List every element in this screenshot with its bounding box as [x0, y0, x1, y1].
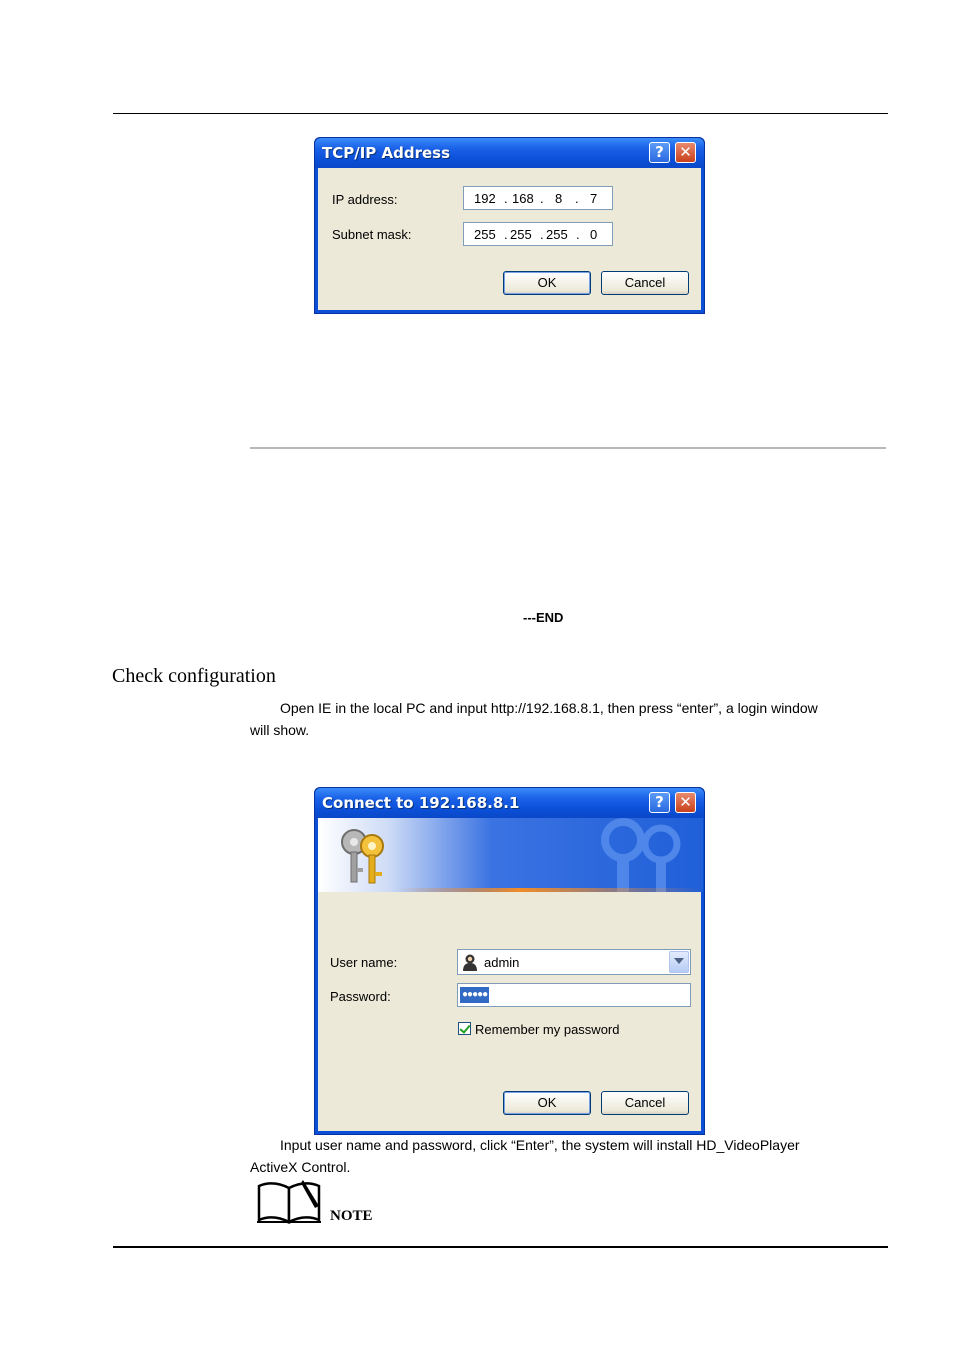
mask-octet-2: 255: [510, 227, 532, 242]
mask-dot-1: .: [504, 227, 508, 242]
username-combobox[interactable]: [457, 949, 691, 975]
login-dialog-titlebar: [315, 788, 704, 818]
keys-watermark-icon: [583, 818, 693, 892]
end-marker: ---END: [523, 610, 564, 625]
mask-octet-1: 255: [474, 227, 496, 242]
ip-address-field[interactable]: [463, 186, 613, 210]
note-book-icon: [255, 1178, 327, 1224]
cancel-button[interactable]: Cancel: [601, 271, 689, 295]
ip-dot-3: .: [575, 191, 579, 206]
section-divider: [250, 447, 886, 449]
username-label: User name:: [330, 955, 398, 970]
tcpip-dialog: [314, 137, 705, 314]
dropdown-button[interactable]: [669, 951, 689, 973]
close-icon[interactable]: ✕: [675, 142, 696, 163]
paragraph-2-line-1: Input user name and password, click “Enter”, the system will install HD_VideoPlayer: [280, 1137, 800, 1153]
paragraph-1-line-2: will show.: [250, 722, 310, 738]
ip-octet-4: 7: [590, 191, 598, 206]
chevron-down-icon: [674, 958, 684, 964]
keys-icon: [332, 824, 402, 888]
password-field[interactable]: [457, 983, 691, 1007]
password-mask: ●●●●●: [460, 987, 489, 1003]
login-dialog-body: [318, 818, 701, 1131]
subnet-mask-field[interactable]: [463, 222, 613, 246]
login-banner: [318, 818, 703, 892]
paragraph-1-line-1: Open IE in the local PC and input http://192.168.8.1, then press “enter”, a login window: [280, 700, 818, 716]
ip-address-label: IP address:: [332, 192, 398, 207]
note-label: NOTE: [330, 1208, 373, 1224]
cancel-button[interactable]: Cancel: [601, 1091, 689, 1115]
tcpip-dialog-title: TCP/IP Address: [322, 144, 451, 162]
mask-dot-2: .: [540, 227, 544, 242]
ip-dot-2: .: [540, 191, 544, 206]
help-icon[interactable]: ?: [649, 142, 670, 163]
close-icon[interactable]: ✕: [675, 792, 696, 813]
ip-dot-1: .: [504, 191, 508, 206]
remember-checkbox[interactable]: [458, 1022, 471, 1035]
remember-label[interactable]: Remember my password: [475, 1022, 620, 1037]
ip-octet-3: 8: [555, 191, 563, 206]
section-heading: Check configuration: [112, 665, 276, 687]
mask-octet-4: 0: [590, 227, 598, 242]
tcpip-dialog-titlebar: [315, 138, 704, 168]
mask-dot-3: .: [576, 227, 580, 242]
header-rule: [113, 113, 888, 114]
mask-octet-3: 255: [546, 227, 568, 242]
password-label: Password:: [330, 989, 391, 1004]
ok-button[interactable]: OK: [503, 271, 591, 295]
ip-octet-1: 192: [474, 191, 496, 206]
help-icon[interactable]: ?: [649, 792, 670, 813]
footer-rule: [113, 1246, 888, 1248]
checkmark-icon: [459, 1022, 470, 1034]
username-value: admin: [484, 955, 520, 970]
login-dialog: [314, 787, 705, 1135]
ok-button[interactable]: OK: [503, 1091, 591, 1115]
login-dialog-title: Connect to 192.168.8.1: [322, 794, 520, 812]
ip-octet-2: 168: [512, 191, 534, 206]
user-icon: [462, 953, 478, 971]
paragraph-2-line-2: ActiveX Control.: [250, 1159, 351, 1175]
banner-accent-line: [398, 888, 703, 892]
tcpip-dialog-body: [318, 168, 701, 310]
subnet-mask-label: Subnet mask:: [332, 227, 412, 242]
